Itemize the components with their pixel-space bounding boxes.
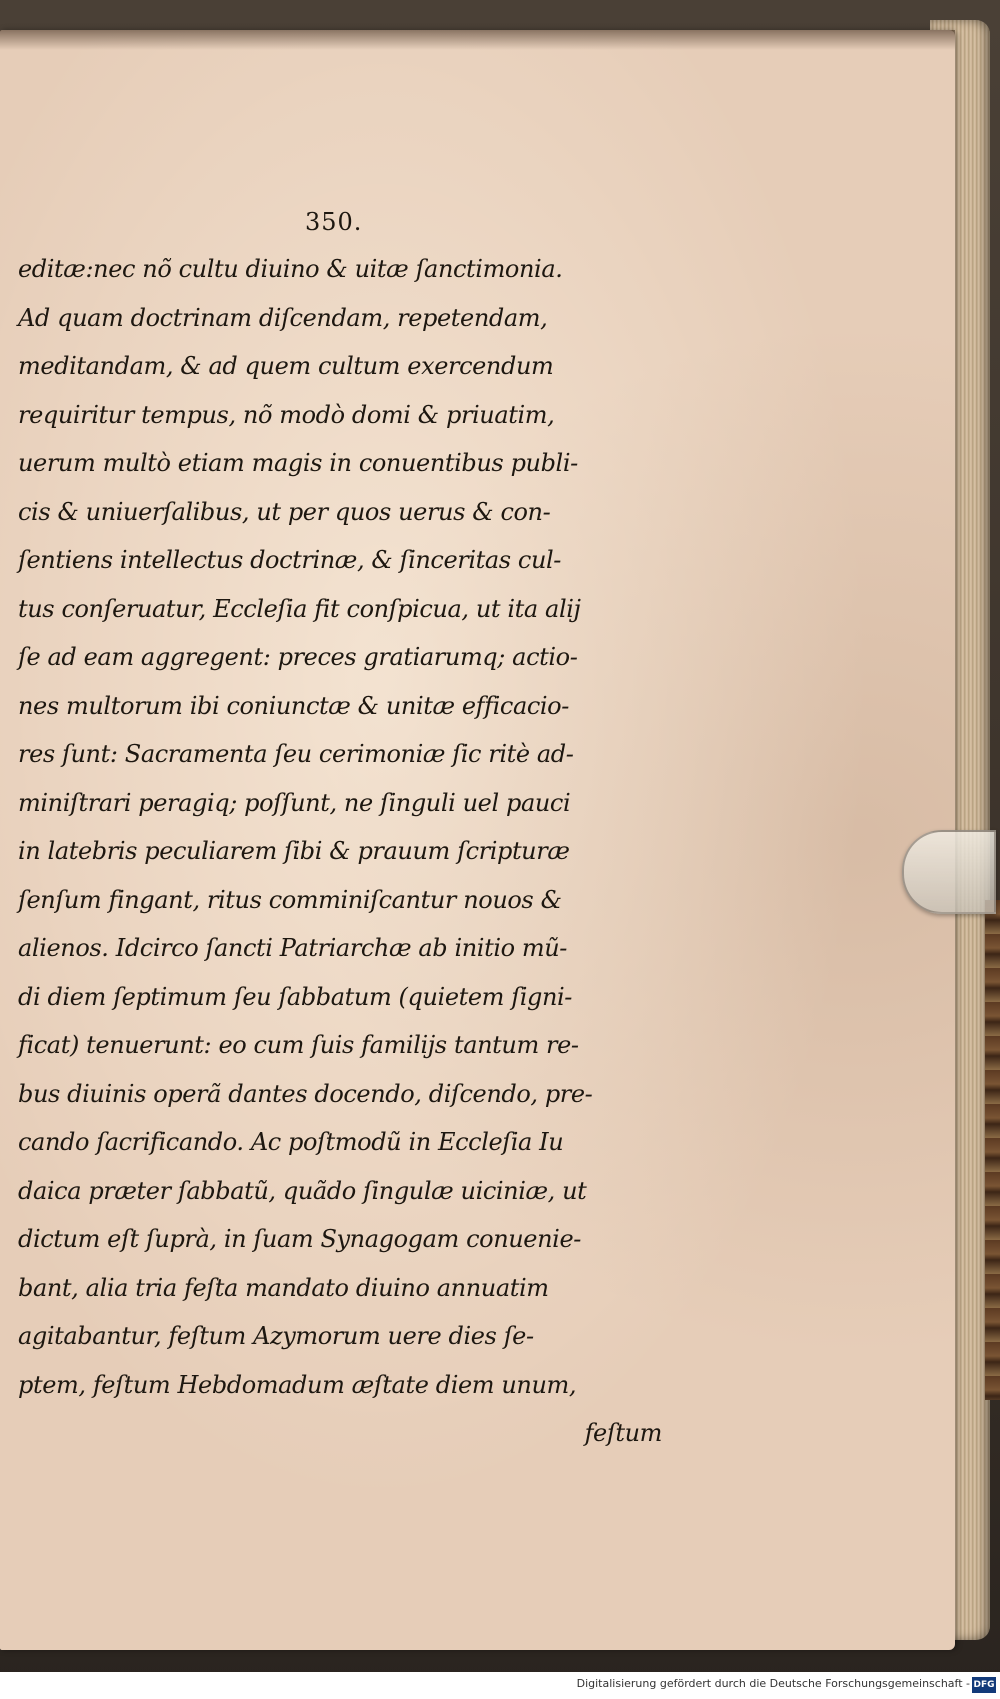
text-line: bant, alia tria feſta mandato diuino annuatim bbox=[18, 1273, 549, 1302]
text-line: alienos. Idcirco ſancti Patriarchæ ab initio mũ- bbox=[18, 934, 568, 962]
digitization-credit: Digitalisierung gefördert durch die Deutsche Forschungsgemeinschaft - bbox=[576, 1677, 970, 1690]
text-line: tus conſeruatur, Eccleſia fit conſpicua, ut ita alij bbox=[18, 594, 581, 623]
footer-bar bbox=[0, 1672, 1000, 1699]
text-line: ſe ad eam aggregent: preces gratiarumq; actio- bbox=[18, 643, 578, 671]
text-line: cis & uniuerſalibus, ut per quos uerus & con- bbox=[18, 497, 551, 526]
text-body bbox=[18, 245, 668, 1458]
page-number: 350. bbox=[305, 208, 363, 236]
text-line: agitabantur, feſtum Azymorum uere dies ſe- bbox=[18, 1322, 534, 1350]
text-line: di diem ſeptimum ſeu ſabbatum (quietem ſigni- bbox=[18, 982, 573, 1011]
text-line: in latebris peculiarem ſibi & prauum ſcripturæ bbox=[18, 837, 570, 865]
text-line: dictum eſt ſuprà, in ſuam Synagogam conuenie- bbox=[18, 1225, 581, 1253]
paper-page bbox=[0, 30, 955, 1650]
text-line: Ad quam doctrinam diſcendam, repetendam, bbox=[18, 303, 548, 332]
binding-strip bbox=[985, 900, 1000, 1400]
page-top-shadow bbox=[0, 30, 955, 50]
text-line: nes multorum ibi coniunctæ & unitæ efficacio- bbox=[18, 691, 569, 720]
text-line: editæ:nec nõ cultu diuino & uitæ ſanctimonia. bbox=[18, 255, 563, 283]
text-line: ptem, feſtum Hebdomadum æſtate diem unum, bbox=[18, 1370, 577, 1399]
text-line: miniſtrari peragiq; poſſunt, ne ſinguli uel pauci bbox=[18, 788, 571, 817]
text-line: uerum multò etiam magis in conuentibus publi- bbox=[18, 449, 578, 477]
text-line: ficat) tenuerunt: eo cum ſuis familijs tantum re- bbox=[18, 1031, 579, 1059]
page-clip bbox=[902, 830, 996, 914]
text-line: ſenſum fingant, ritus comminiſcantur nouos & bbox=[18, 885, 562, 914]
text-line: bus diuinis operã dantes docendo, diſcendo, pre- bbox=[18, 1079, 593, 1108]
text-line: res ſunt: Sacramenta ſeu cerimoniæ ſic ritè ad- bbox=[18, 740, 574, 768]
text-line: daica præter ſabbatũ, quãdo ſingulæ uiciniæ, ut bbox=[18, 1176, 587, 1205]
text-line: ſentiens intellectus doctrinæ, & ſinceritas cul- bbox=[18, 546, 561, 574]
text-line: requiritur tempus, nõ modò domi & priuatim, bbox=[18, 400, 555, 429]
dfg-logo-icon: DFG bbox=[972, 1677, 996, 1693]
text-line: cando ſacrificando. Ac poſtmodũ in Eccleſia Iu bbox=[18, 1128, 564, 1156]
text-line: meditandam, & ad quem cultum exercendum bbox=[18, 352, 554, 380]
catchword: feſtum bbox=[584, 1419, 662, 1447]
